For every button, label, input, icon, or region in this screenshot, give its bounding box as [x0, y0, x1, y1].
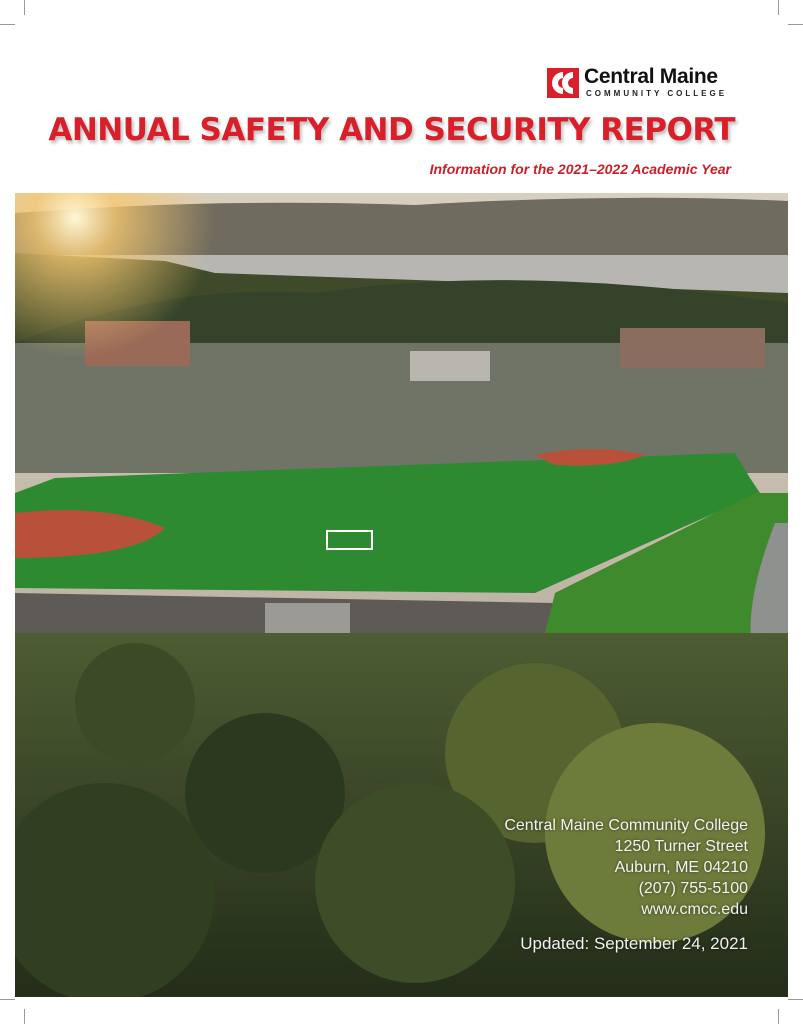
- college-logo: [547, 65, 737, 102]
- institution-name: Central Maine Community College: [504, 817, 748, 834]
- updated-date: Updated: September 24, 2021: [520, 934, 748, 953]
- logo-name: Central Maine: [584, 65, 718, 88]
- crop-mark: [778, 0, 779, 15]
- crop-mark: [24, 0, 25, 15]
- logo-mark-icon: [547, 68, 579, 98]
- crop-mark: [0, 24, 15, 25]
- street-address: 1250 Turner Street: [614, 838, 748, 855]
- logo-subname: COMMUNITY COLLEGE: [586, 89, 728, 98]
- website-link[interactable]: www.cmcc.edu: [641, 901, 748, 918]
- crop-mark: [24, 1009, 25, 1024]
- report-title: ANNUAL SAFETY AND SECURITY REPORT: [48, 112, 735, 148]
- phone-number: (207) 755-5100: [638, 880, 748, 897]
- crop-mark: [778, 1009, 779, 1024]
- crop-mark: [788, 999, 803, 1000]
- contact-block: [504, 815, 748, 920]
- crop-mark: [788, 24, 803, 25]
- city-state-zip: Auburn, ME 04210: [614, 859, 748, 876]
- crop-mark: [0, 999, 15, 1000]
- report-subtitle: Information for the 2021–2022 Academic Year: [429, 161, 731, 177]
